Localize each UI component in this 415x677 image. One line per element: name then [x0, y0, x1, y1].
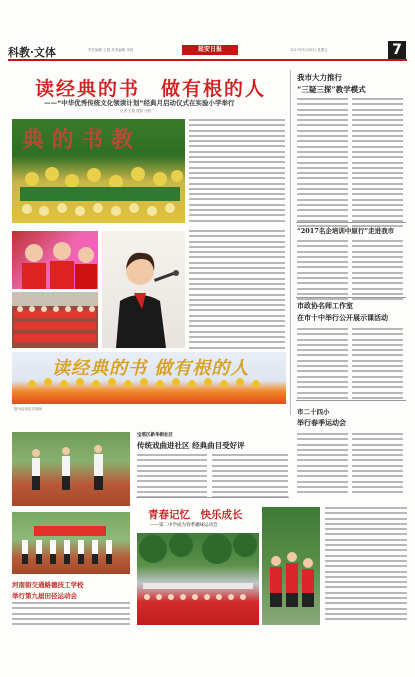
students-photo — [12, 231, 98, 289]
girls-photo-illustration — [262, 507, 320, 625]
track-photo-illustration — [12, 432, 130, 506]
sidebar-4-title-line1: 市二十四小 — [297, 408, 330, 416]
sidebar-1-text-col-2 — [352, 98, 403, 230]
left-title-line2: 举行第九届田径运动会 — [12, 592, 77, 600]
speaker-photo-illustration — [102, 231, 185, 348]
header-meta-left: 责任编辑 王娟 美术编辑 李莉 — [88, 48, 134, 52]
main-article-text-col-2 — [189, 230, 285, 352]
audience-photo — [12, 292, 98, 348]
sidebar-3-text-col-1 — [297, 328, 348, 402]
opera-text-col-2 — [212, 454, 288, 502]
main-article-text-col-1 — [189, 119, 285, 225]
sidebar-2-text-col-1 — [297, 240, 348, 304]
left-title-line1: 河南街交通路德技工学校 — [12, 581, 84, 589]
banner-text: 读经典的书 做有根的人 — [52, 358, 250, 379]
opera-kicker: 宝塔区新华街社区 — [137, 433, 173, 438]
main-headline: 读经典的书 做有根的人 — [35, 78, 267, 100]
opera-title: 传统戏曲进社区 经典曲目受好评 — [137, 441, 245, 450]
sidebar-3-text-col-2 — [352, 328, 403, 402]
youth-photo-illustration — [137, 533, 259, 625]
main-byline: 记者 王璇 摄影 田野 — [120, 109, 152, 113]
sidebar-4-title-line2: 举行春季运动会 — [297, 418, 346, 427]
sidebar-divider-2 — [296, 297, 406, 298]
sidebar-1-title-line2: “三疑三探”教学模式 — [297, 85, 366, 94]
page-number: 7 — [388, 41, 406, 59]
svg-text:典 的 书 教: 典 的 书 教 — [22, 127, 133, 153]
sidebar-1-text-col-1 — [297, 98, 348, 230]
sidebar-2-text-col-2 — [352, 240, 403, 304]
speaker-photo — [102, 231, 185, 348]
sidebar-divider-1 — [296, 222, 406, 223]
header-meta-right: 2017年5月26日 星期五 — [290, 48, 328, 52]
opera-divider — [136, 497, 289, 498]
youth-photo — [137, 533, 259, 625]
sidebar-2-title: “2017名企培训中原行”走进我市 — [297, 227, 395, 235]
youth-subhead: ——第二中学成为春季趣味运动会 — [150, 523, 218, 528]
performance-photo-illustration — [12, 119, 185, 223]
main-subhead: ——“中华优秀传统文化领读计划”经典月启动仪式在实验小学举行 — [44, 99, 235, 107]
sidebar-4-text-col-2 — [352, 433, 403, 497]
sidebar-3-title-line2: 在市十中举行公开展示课活动 — [297, 313, 388, 322]
opera-text-col-1 — [137, 454, 207, 502]
ceremony-photo — [12, 512, 130, 574]
sidebar-3-title-line1: 市政协名师工作室 — [297, 301, 353, 310]
youth-title: 青春记忆 快乐成长 — [148, 509, 243, 521]
audience-photo-illustration — [12, 292, 98, 348]
masthead: 延安日报 — [182, 45, 238, 55]
column-divider — [290, 70, 291, 415]
track-photo — [12, 432, 130, 506]
sidebar-1-title-line1: 我市大力推行 — [297, 73, 342, 82]
girls-photo — [262, 507, 320, 625]
page-header — [8, 44, 407, 60]
header-rule — [8, 59, 407, 61]
banner-photo — [12, 352, 286, 404]
students-photo-illustration — [12, 231, 98, 289]
banner-caption: 图为启动仪式现场 — [14, 407, 42, 411]
sidebar-divider-3 — [296, 400, 406, 401]
sidebar-4-text-col-1 — [297, 433, 348, 497]
performance-photo — [12, 119, 185, 223]
section-title: 科教·文体 — [8, 46, 56, 59]
ceremony-photo-illustration — [12, 512, 130, 574]
youth-text-col — [325, 507, 407, 624]
left-article-text — [12, 602, 130, 628]
